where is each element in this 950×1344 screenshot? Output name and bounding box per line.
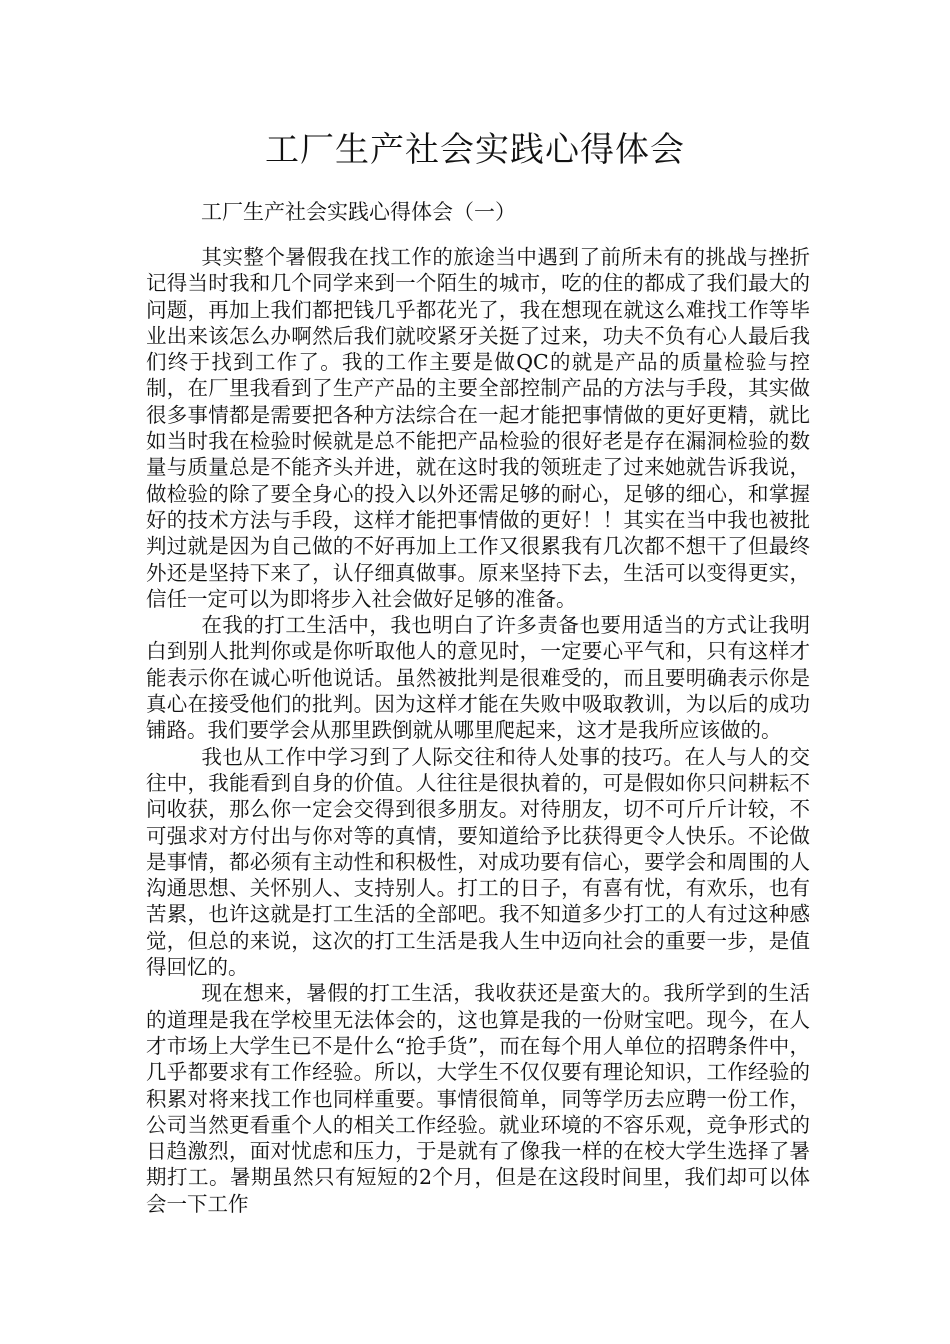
body-paragraph: 现在想来，暑假的打工生活，我收获还是蛮大的。我所学到的生活的道理是我在学校里无法体会的，这也算是我的一份财宝吧。现今，在人才市场上大学生已不是什么“抢手货”，而在每个用人单位的招聘条件中，几乎都要求有工作经验。所以，大学生不仅仅要有理论知识，工作经验的积累对将来找工作也同样重要。事情很简单，同等学历去应聘一份工作，公司当然更看重个人的相关工作经验。就业环境的不容乐观，竞争形式的日趋激烈，面对忧虑和压力，于是就有了像我一样的在校大学生选择了暑期打工。暑期虽然只有短短的2个月，但是在这段时间里，我们却可以体会一下工作 xyxy=(146,981,810,1216)
document-title: 工厂生产社会实践心得体会 xyxy=(265,130,685,170)
body-paragraph: 在我的打工生活中，我也明白了许多责备也要用适当的方式让我明白到别人批判你或是你听取他人的意见时，一定要心平气和，只有这样才能表示你在诚心听他说话。虽然被批判是很难受的，而且要明确表示你是真心在接受他们的批判。因为这样才能在失败中吸取教训，为以后的成功铺路。我们要学会从那里跌倒就从哪里爬起来，这才是我所应该做的。 xyxy=(146,613,810,743)
body-paragraph: 我也从工作中学习到了人际交往和待人处事的技巧。在人与人的交往中，我能看到自身的价值。人往往是很执着的，可是假如你只问耕耘不问收获，那么你一定会交得到很多朋友。对待朋友，切不可斤斤计较，不可强求对方付出与你对等的真情，要知道给予比获得更令人快乐。不论做是事情，都必须有主动性和积极性，对成功要有信心，要学会和周围的人沟通思想、关怀别人、支持别人。打工的日子，有喜有忧，有欢乐，也有苦累，也许这就是打工生活的全部吧。我不知道多少打工的人有过这种感觉，但总的来说，这次的打工生活是我人生中迈向社会的重要一步，是值得回忆的。 xyxy=(146,744,810,980)
document-subtitle: 工厂生产社会实践心得体会（一） xyxy=(201,200,516,224)
document-body xyxy=(146,244,810,1217)
body-paragraph: 其实整个暑假我在找工作的旅途当中遇到了前所未有的挑战与挫折记得当时我和几个同学来到一个陌生的城市，吃的住的都成了我们最大的问题，再加上我们都把钱几乎都花光了，我在想现在就这么难找工作等毕业出来该怎么办啊然后我们就咬紧牙关挺了过来，功夫不负有心人最后我们终于找到工作了。我的工作主要是做QC的就是产品的质量检验与控制，在厂里我看到了生产产品的主要全部控制产品的方法与手段，其实做很多事情都是需要把各种方法综合在一起才能把事情做的更好更精，就比如当时我在检验时候就是总不能把产品检验的很好老是存在漏洞检验的数量与质量总是不能齐头并进，就在这时我的领班走了过来她就告诉我说，做检验的除了要全身心的投入以外还需足够的耐心，足够的细心，和掌握好的技术方法与手段，这样才能把事情做的更好！！其实在当中我也被批判过就是因为自己做的不好再加上工作又很累我有几次都不想干了但最终外还是坚持下来了，认仔细真做事。原来坚持下去，生活可以变得更实，信任一定可以为即将步入社会做好足够的准备。 xyxy=(146,245,810,611)
